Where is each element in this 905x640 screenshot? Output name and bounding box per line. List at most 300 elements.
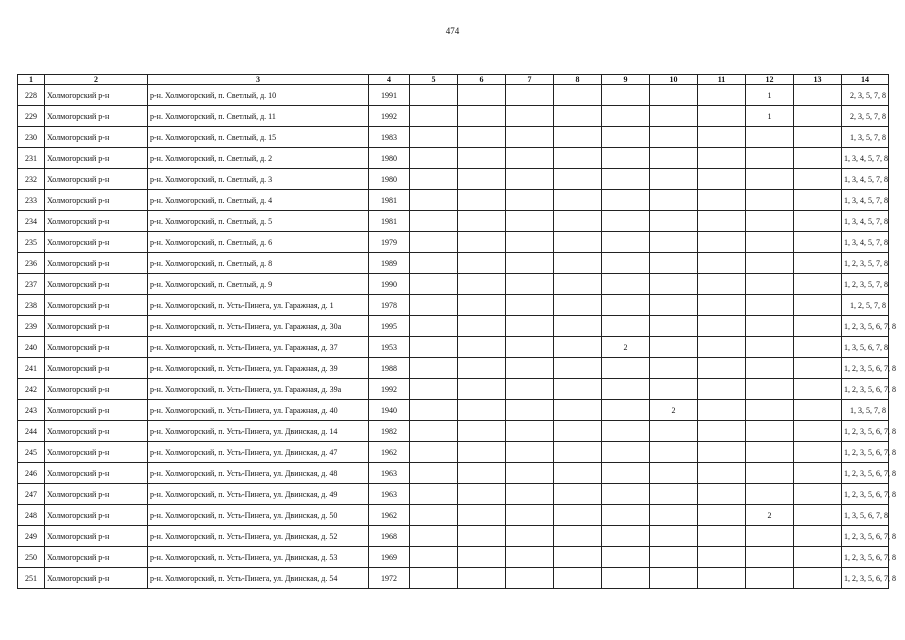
address-cell: р-н. Холмогорский, п. Усть-Пинега, ул. Гаражная, д. 30а	[148, 316, 369, 337]
col8-cell	[554, 295, 602, 316]
address-cell: р-н. Холмогорский, п. Усть-Пинега, ул. Гаражная, д. 37	[148, 337, 369, 358]
col13-cell	[794, 547, 842, 568]
col7-cell	[506, 253, 554, 274]
col9-cell	[602, 85, 650, 106]
col11-cell	[698, 253, 746, 274]
district-cell: Холмогорский р-н	[45, 463, 148, 484]
col12-cell	[746, 442, 794, 463]
col8-cell	[554, 358, 602, 379]
col13-cell	[794, 190, 842, 211]
col10-cell	[650, 505, 698, 526]
col11-cell	[698, 358, 746, 379]
col7-cell	[506, 127, 554, 148]
col10-cell: 2	[650, 400, 698, 421]
col5-cell	[410, 253, 458, 274]
col6-cell	[458, 106, 506, 127]
col13-cell	[794, 442, 842, 463]
col8-cell	[554, 526, 602, 547]
district-cell: Холмогорский р-н	[45, 190, 148, 211]
row-number-cell: 248	[18, 505, 45, 526]
col12-cell: 1	[746, 106, 794, 127]
year-cell: 1980	[369, 148, 410, 169]
col6-cell	[458, 421, 506, 442]
col5-cell	[410, 547, 458, 568]
col12-cell	[746, 169, 794, 190]
col6-cell	[458, 190, 506, 211]
column-header-13: 13	[794, 75, 842, 85]
table-row	[18, 190, 889, 211]
col10-cell	[650, 127, 698, 148]
col9-cell	[602, 358, 650, 379]
col9-cell	[602, 232, 650, 253]
col11-cell	[698, 505, 746, 526]
col8-cell	[554, 547, 602, 568]
col12-cell	[746, 190, 794, 211]
col14-cell: 2, 3, 5, 7, 8	[842, 85, 889, 106]
column-header-8: 8	[554, 75, 602, 85]
col13-cell	[794, 400, 842, 421]
col13-cell	[794, 421, 842, 442]
table-row	[18, 400, 889, 421]
year-cell: 1982	[369, 421, 410, 442]
col10-cell	[650, 316, 698, 337]
col13-cell	[794, 568, 842, 589]
year-cell: 1991	[369, 85, 410, 106]
col10-cell	[650, 337, 698, 358]
col14-cell: 1, 2, 3, 5, 6, 7, 8	[842, 379, 889, 400]
district-cell: Холмогорский р-н	[45, 211, 148, 232]
year-cell: 1953	[369, 337, 410, 358]
col12-cell: 2	[746, 505, 794, 526]
table-row	[18, 106, 889, 127]
column-header-6: 6	[458, 75, 506, 85]
col7-cell	[506, 526, 554, 547]
year-cell: 1963	[369, 463, 410, 484]
col8-cell	[554, 211, 602, 232]
address-cell: р-н. Холмогорский, п. Усть-Пинега, ул. Гаражная, д. 1	[148, 295, 369, 316]
row-number-cell: 230	[18, 127, 45, 148]
col13-cell	[794, 274, 842, 295]
col13-cell	[794, 295, 842, 316]
col6-cell	[458, 85, 506, 106]
col9-cell	[602, 148, 650, 169]
address-cell: р-н. Холмогорский, п. Усть-Пинега, ул. Двинская, д. 49	[148, 484, 369, 505]
table-body	[18, 85, 896, 589]
col9-cell	[602, 400, 650, 421]
year-cell: 1980	[369, 169, 410, 190]
year-cell: 1962	[369, 442, 410, 463]
district-cell: Холмогорский р-н	[45, 505, 148, 526]
col11-cell	[698, 484, 746, 505]
row-number-cell: 242	[18, 379, 45, 400]
col14-cell: 1, 2, 5, 7, 8	[842, 295, 889, 316]
col14-cell: 1, 2, 3, 5, 6, 7, 8	[842, 421, 889, 442]
col14-cell: 1, 2, 3, 5, 6, 7, 8	[842, 547, 889, 568]
col11-cell	[698, 526, 746, 547]
year-cell: 1989	[369, 253, 410, 274]
address-cell: р-н. Холмогорский, п. Светлый, д. 4	[148, 190, 369, 211]
table-row	[18, 442, 889, 463]
col6-cell	[458, 211, 506, 232]
col9-cell	[602, 379, 650, 400]
col7-cell	[506, 568, 554, 589]
col7-cell	[506, 379, 554, 400]
year-cell: 1981	[369, 190, 410, 211]
address-cell: р-н. Холмогорский, п. Светлый, д. 3	[148, 169, 369, 190]
row-number-cell: 232	[18, 169, 45, 190]
col6-cell	[458, 274, 506, 295]
col7-cell	[506, 484, 554, 505]
row-number-cell: 241	[18, 358, 45, 379]
col9-cell	[602, 463, 650, 484]
year-cell: 1978	[369, 295, 410, 316]
col14-cell: 1, 2, 3, 5, 6, 7, 8	[842, 484, 889, 505]
col11-cell	[698, 232, 746, 253]
row-number-cell: 243	[18, 400, 45, 421]
col10-cell	[650, 85, 698, 106]
col14-cell: 1, 2, 3, 5, 7, 8	[842, 274, 889, 295]
col12-cell	[746, 211, 794, 232]
col7-cell	[506, 358, 554, 379]
col6-cell	[458, 148, 506, 169]
row-number-cell: 249	[18, 526, 45, 547]
col10-cell	[650, 421, 698, 442]
col5-cell	[410, 274, 458, 295]
col7-cell	[506, 547, 554, 568]
col8-cell	[554, 484, 602, 505]
col9-cell	[602, 484, 650, 505]
col12-cell	[746, 127, 794, 148]
row-number-cell: 234	[18, 211, 45, 232]
address-cell: р-н. Холмогорский, п. Усть-Пинега, ул. Двинская, д. 48	[148, 463, 369, 484]
col8-cell	[554, 127, 602, 148]
column-header-11: 11	[698, 75, 746, 85]
row-number-cell: 235	[18, 232, 45, 253]
column-header-10: 10	[650, 75, 698, 85]
col9-cell	[602, 316, 650, 337]
col6-cell	[458, 484, 506, 505]
table-row	[18, 274, 889, 295]
col9-cell	[602, 190, 650, 211]
table-row	[18, 295, 889, 316]
col8-cell	[554, 190, 602, 211]
col9-cell	[602, 442, 650, 463]
col6-cell	[458, 568, 506, 589]
district-cell: Холмогорский р-н	[45, 316, 148, 337]
year-cell: 1983	[369, 127, 410, 148]
year-cell: 1962	[369, 505, 410, 526]
col12-cell	[746, 547, 794, 568]
year-cell: 1981	[369, 211, 410, 232]
column-header-4: 4	[369, 75, 410, 85]
col14-cell: 1, 2, 3, 5, 6, 7, 8	[842, 526, 889, 547]
col11-cell	[698, 568, 746, 589]
col5-cell	[410, 148, 458, 169]
district-cell: Холмогорский р-н	[45, 106, 148, 127]
col6-cell	[458, 316, 506, 337]
address-cell: р-н. Холмогорский, п. Светлый, д. 11	[148, 106, 369, 127]
col11-cell	[698, 463, 746, 484]
col10-cell	[650, 379, 698, 400]
col13-cell	[794, 337, 842, 358]
district-cell: Холмогорский р-н	[45, 337, 148, 358]
col5-cell	[410, 358, 458, 379]
col12-cell: 1	[746, 85, 794, 106]
district-cell: Холмогорский р-н	[45, 148, 148, 169]
col12-cell	[746, 148, 794, 169]
table-row	[18, 337, 889, 358]
col14-cell: 1, 3, 4, 5, 7, 8	[842, 169, 889, 190]
col13-cell	[794, 85, 842, 106]
year-cell: 1990	[369, 274, 410, 295]
col7-cell	[506, 400, 554, 421]
col11-cell	[698, 274, 746, 295]
page-number: 474	[445, 26, 460, 36]
col8-cell	[554, 274, 602, 295]
col7-cell	[506, 295, 554, 316]
col6-cell	[458, 253, 506, 274]
col5-cell	[410, 484, 458, 505]
table-row	[18, 148, 889, 169]
col10-cell	[650, 232, 698, 253]
col11-cell	[698, 316, 746, 337]
column-header-7: 7	[506, 75, 554, 85]
table-row	[18, 463, 889, 484]
col7-cell	[506, 169, 554, 190]
col7-cell	[506, 421, 554, 442]
col13-cell	[794, 106, 842, 127]
col5-cell	[410, 442, 458, 463]
col13-cell	[794, 379, 842, 400]
col10-cell	[650, 568, 698, 589]
address-cell: р-н. Холмогорский, п. Усть-Пинега, ул. Двинская, д. 50	[148, 505, 369, 526]
col6-cell	[458, 526, 506, 547]
col5-cell	[410, 400, 458, 421]
col5-cell	[410, 505, 458, 526]
row-number-cell: 247	[18, 484, 45, 505]
col12-cell	[746, 526, 794, 547]
col13-cell	[794, 463, 842, 484]
col11-cell	[698, 295, 746, 316]
col10-cell	[650, 253, 698, 274]
col14-cell: 1, 2, 3, 5, 6, 7, 8	[842, 442, 889, 463]
col11-cell	[698, 421, 746, 442]
col7-cell	[506, 190, 554, 211]
col8-cell	[554, 169, 602, 190]
col12-cell	[746, 463, 794, 484]
col5-cell	[410, 232, 458, 253]
col6-cell	[458, 505, 506, 526]
col5-cell	[410, 127, 458, 148]
district-cell: Холмогорский р-н	[45, 169, 148, 190]
district-cell: Холмогорский р-н	[45, 232, 148, 253]
col13-cell	[794, 232, 842, 253]
col14-cell: 1, 3, 4, 5, 7, 8	[842, 148, 889, 169]
col5-cell	[410, 379, 458, 400]
col9-cell	[602, 568, 650, 589]
table-row	[18, 316, 889, 337]
row-number-cell: 228	[18, 85, 45, 106]
col8-cell	[554, 148, 602, 169]
year-cell: 1940	[369, 400, 410, 421]
col8-cell	[554, 337, 602, 358]
col12-cell	[746, 316, 794, 337]
col5-cell	[410, 190, 458, 211]
col11-cell	[698, 85, 746, 106]
address-cell: р-н. Холмогорский, п. Усть-Пинега, ул. Гаражная, д. 39а	[148, 379, 369, 400]
col8-cell	[554, 232, 602, 253]
col14-cell: 1, 2, 3, 5, 7, 8	[842, 253, 889, 274]
table-row	[18, 211, 889, 232]
column-header-9: 9	[602, 75, 650, 85]
col10-cell	[650, 526, 698, 547]
col7-cell	[506, 85, 554, 106]
housing-registry-table	[17, 74, 896, 589]
year-cell: 1988	[369, 358, 410, 379]
district-cell: Холмогорский р-н	[45, 358, 148, 379]
col11-cell	[698, 379, 746, 400]
col10-cell	[650, 358, 698, 379]
column-header-12: 12	[746, 75, 794, 85]
column-header-2: 2	[45, 75, 148, 85]
year-cell: 1995	[369, 316, 410, 337]
address-cell: р-н. Холмогорский, п. Светлый, д. 6	[148, 232, 369, 253]
row-number-cell: 236	[18, 253, 45, 274]
col5-cell	[410, 211, 458, 232]
col7-cell	[506, 148, 554, 169]
col8-cell	[554, 463, 602, 484]
address-cell: р-н. Холмогорский, п. Усть-Пинега, ул. Двинская, д. 14	[148, 421, 369, 442]
column-header-14: 14	[842, 75, 889, 85]
address-cell: р-н. Холмогорский, п. Усть-Пинега, ул. Двинская, д. 53	[148, 547, 369, 568]
district-cell: Холмогорский р-н	[45, 400, 148, 421]
col6-cell	[458, 295, 506, 316]
col11-cell	[698, 211, 746, 232]
district-cell: Холмогорский р-н	[45, 85, 148, 106]
col10-cell	[650, 148, 698, 169]
year-cell: 1992	[369, 379, 410, 400]
table-row	[18, 358, 889, 379]
table-row	[18, 505, 889, 526]
district-cell: Холмогорский р-н	[45, 253, 148, 274]
col14-cell: 1, 3, 5, 7, 8	[842, 127, 889, 148]
district-cell: Холмогорский р-н	[45, 127, 148, 148]
col11-cell	[698, 337, 746, 358]
col11-cell	[698, 547, 746, 568]
col12-cell	[746, 253, 794, 274]
address-cell: р-н. Холмогорский, п. Усть-Пинега, ул. Двинская, д. 52	[148, 526, 369, 547]
district-cell: Холмогорский р-н	[45, 274, 148, 295]
col8-cell	[554, 421, 602, 442]
col7-cell	[506, 463, 554, 484]
address-cell: р-н. Холмогорский, п. Светлый, д. 5	[148, 211, 369, 232]
col6-cell	[458, 358, 506, 379]
col9-cell	[602, 169, 650, 190]
table-row	[18, 253, 889, 274]
col9-cell	[602, 253, 650, 274]
col9-cell	[602, 211, 650, 232]
col13-cell	[794, 358, 842, 379]
col10-cell	[650, 106, 698, 127]
row-number-cell: 237	[18, 274, 45, 295]
col10-cell	[650, 463, 698, 484]
col6-cell	[458, 400, 506, 421]
col6-cell	[458, 379, 506, 400]
table-row	[18, 169, 889, 190]
col11-cell	[698, 169, 746, 190]
col13-cell	[794, 211, 842, 232]
row-number-cell: 231	[18, 148, 45, 169]
col14-cell: 1, 3, 5, 6, 7, 8	[842, 505, 889, 526]
col7-cell	[506, 337, 554, 358]
row-number-cell: 238	[18, 295, 45, 316]
col9-cell	[602, 421, 650, 442]
address-cell: р-н. Холмогорский, п. Светлый, д. 8	[148, 253, 369, 274]
col9-cell	[602, 274, 650, 295]
year-cell: 1963	[369, 484, 410, 505]
col13-cell	[794, 253, 842, 274]
col5-cell	[410, 85, 458, 106]
col9-cell	[602, 505, 650, 526]
district-cell: Холмогорский р-н	[45, 442, 148, 463]
col10-cell	[650, 169, 698, 190]
col11-cell	[698, 400, 746, 421]
column-header-3: 3	[148, 75, 369, 85]
col14-cell: 1, 2, 3, 5, 6, 7, 8	[842, 316, 889, 337]
col14-cell: 1, 3, 4, 5, 7, 8	[842, 190, 889, 211]
col8-cell	[554, 253, 602, 274]
col12-cell	[746, 358, 794, 379]
col11-cell	[698, 190, 746, 211]
year-cell: 1992	[369, 106, 410, 127]
col12-cell	[746, 274, 794, 295]
col12-cell	[746, 484, 794, 505]
col14-cell: 1, 2, 3, 5, 6, 7, 8	[842, 568, 889, 589]
col7-cell	[506, 232, 554, 253]
row-number-cell: 246	[18, 463, 45, 484]
col12-cell	[746, 421, 794, 442]
col7-cell	[506, 211, 554, 232]
col9-cell	[602, 127, 650, 148]
row-number-cell: 240	[18, 337, 45, 358]
address-cell: р-н. Холмогорский, п. Усть-Пинега, ул. Двинская, д. 54	[148, 568, 369, 589]
address-cell: р-н. Холмогорский, п. Усть-Пинега, ул. Гаражная, д. 40	[148, 400, 369, 421]
col9-cell	[602, 106, 650, 127]
col10-cell	[650, 211, 698, 232]
col14-cell: 1, 3, 4, 5, 7, 8	[842, 232, 889, 253]
col11-cell	[698, 442, 746, 463]
address-cell: р-н. Холмогорский, п. Светлый, д. 9	[148, 274, 369, 295]
col8-cell	[554, 442, 602, 463]
col13-cell	[794, 526, 842, 547]
col7-cell	[506, 316, 554, 337]
col5-cell	[410, 337, 458, 358]
table-row	[18, 568, 889, 589]
col11-cell	[698, 127, 746, 148]
col10-cell	[650, 190, 698, 211]
column-header-1: 1	[18, 75, 45, 85]
col6-cell	[458, 547, 506, 568]
year-cell: 1968	[369, 526, 410, 547]
year-cell: 1969	[369, 547, 410, 568]
col10-cell	[650, 442, 698, 463]
header-row	[18, 75, 889, 85]
col14-cell: 1, 3, 5, 7, 8	[842, 400, 889, 421]
row-number-cell: 251	[18, 568, 45, 589]
col5-cell	[410, 526, 458, 547]
col9-cell	[602, 547, 650, 568]
col8-cell	[554, 505, 602, 526]
